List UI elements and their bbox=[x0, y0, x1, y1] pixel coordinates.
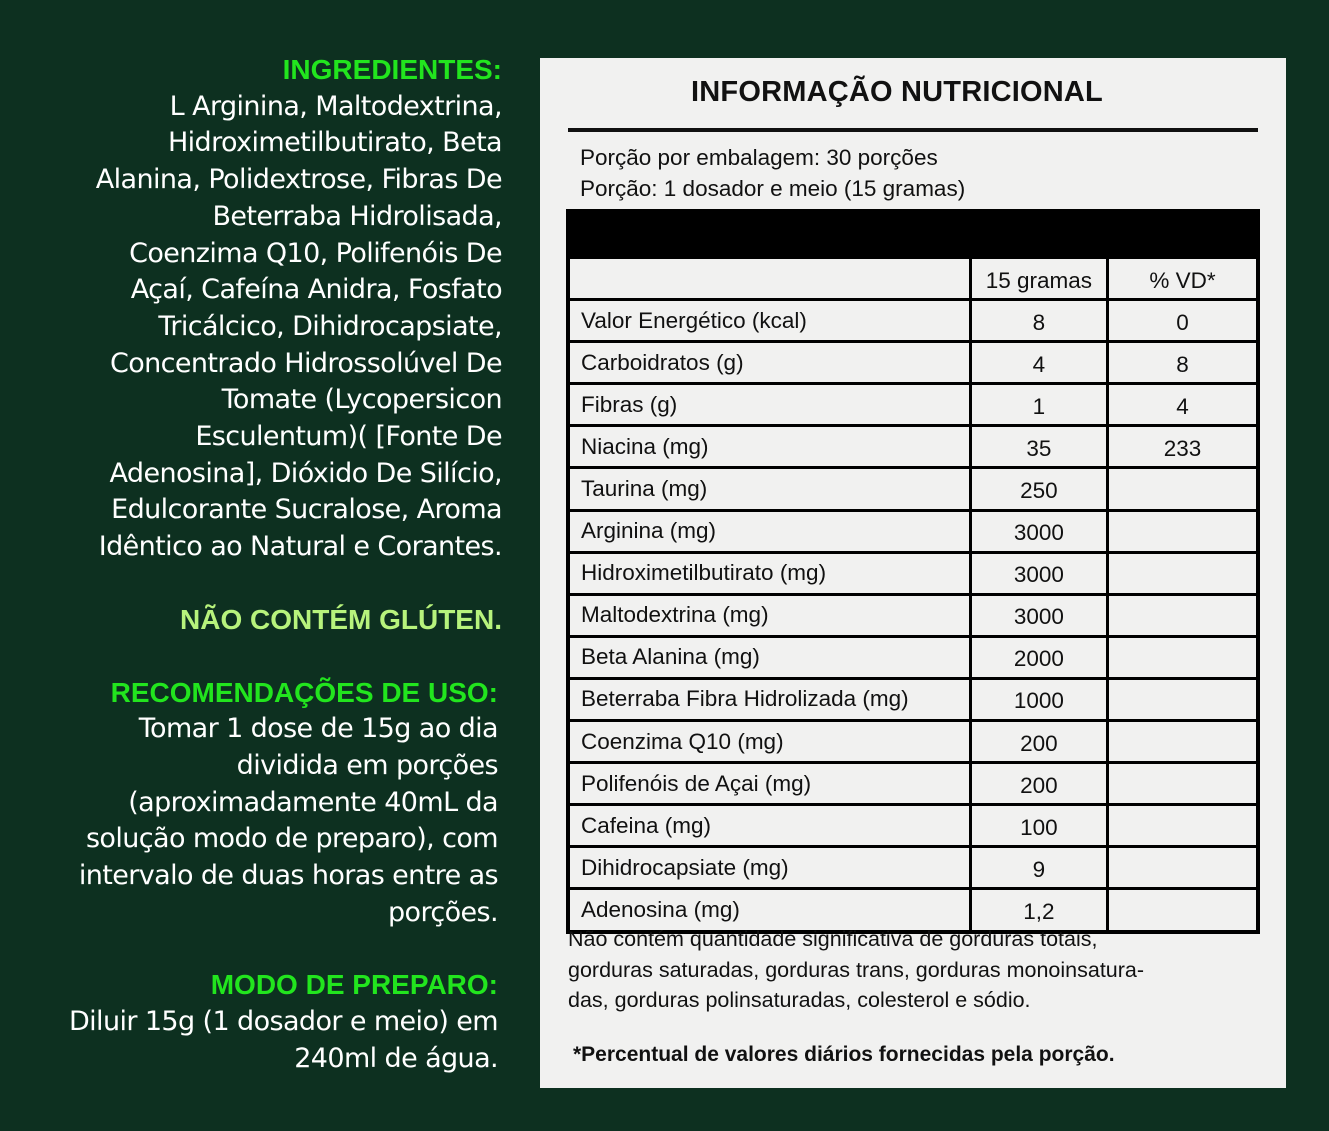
nutrient-vd-cell: 4 bbox=[1108, 384, 1258, 426]
table-row bbox=[568, 636, 1258, 678]
ingredients-line: Idêntico ao Natural e Corantes. bbox=[98, 531, 502, 563]
nutrition-table bbox=[566, 256, 1260, 934]
table-row bbox=[568, 721, 1258, 763]
nutrition-facts-panel bbox=[540, 58, 1286, 1088]
header-cell-vd: % VD* bbox=[1108, 258, 1258, 300]
table-header-bar bbox=[566, 209, 1260, 256]
ingredients-line: Edulcorante Sucralose, Aroma bbox=[111, 494, 502, 526]
recommendations-line: Tomar 1 dose de 15g ao dia bbox=[138, 713, 498, 745]
preparation-section bbox=[40, 967, 498, 1077]
preparation-heading: MODO DE PREPARO: bbox=[210, 969, 498, 1001]
ingredients-list bbox=[40, 89, 502, 566]
nutrient-amount-cell: 4 bbox=[970, 342, 1107, 384]
title-divider bbox=[568, 128, 1258, 132]
nutrient-amount-cell: 200 bbox=[970, 763, 1107, 805]
nutrient-vd-cell bbox=[1108, 594, 1258, 636]
table-row bbox=[568, 552, 1258, 594]
nutrient-amount-cell: 2000 bbox=[970, 636, 1107, 678]
nutrient-name-cell: Taurina (mg) bbox=[568, 468, 970, 510]
ingredients-line: Tricálcico, Dihidrocapsiate, bbox=[158, 310, 502, 342]
table-row bbox=[568, 300, 1258, 342]
ingredients-heading: INGREDIENTES: bbox=[282, 54, 502, 85]
nutrient-amount-cell: 9 bbox=[970, 847, 1107, 889]
nutrient-vd-cell bbox=[1108, 721, 1258, 763]
footnote-line: das, gorduras polinsaturadas, colesterol e sódio. bbox=[568, 988, 1031, 1012]
nutrition-title: INFORMAÇÃO NUTRICIONAL bbox=[691, 76, 1103, 108]
header-cell-amount: 15 gramas bbox=[970, 258, 1107, 300]
nutrient-amount-cell: 3000 bbox=[970, 594, 1107, 636]
nutrient-amount-cell: 1,2 bbox=[970, 889, 1107, 932]
nutrient-vd-cell bbox=[1108, 805, 1258, 847]
nutrient-amount-cell: 3000 bbox=[970, 552, 1107, 594]
nutrient-amount-cell: 1000 bbox=[970, 678, 1107, 720]
nutrient-name-cell: Beta Alanina (mg) bbox=[568, 636, 970, 678]
ingredients-section bbox=[40, 52, 502, 566]
nutrient-vd-cell bbox=[1108, 763, 1258, 805]
table-row bbox=[568, 426, 1258, 468]
recommendations-line: intervalo de duas horas entre as bbox=[78, 860, 498, 892]
nutrient-vd-cell bbox=[1108, 510, 1258, 552]
recommendations-line: porções. bbox=[388, 896, 498, 928]
ingredients-line: L Arginina, Maltodextrina, bbox=[169, 90, 502, 122]
nutrient-vd-cell: 233 bbox=[1108, 426, 1258, 468]
table-header-row bbox=[568, 258, 1258, 300]
nutrient-name-cell: Valor Energético (kcal) bbox=[568, 300, 970, 342]
nutrient-name-cell: Carboidratos (g) bbox=[568, 342, 970, 384]
ingredients-line: Beterraba Hidrolisada, bbox=[212, 200, 502, 232]
recommendations-line: solução modo de preparo), com bbox=[85, 823, 498, 855]
table-row bbox=[568, 384, 1258, 426]
nutrient-name-cell: Polifenóis de Açai (mg) bbox=[568, 763, 970, 805]
nutrient-name-cell: Fibras (g) bbox=[568, 384, 970, 426]
portion-size: Porção: 1 dosador e meio (15 gramas) bbox=[580, 176, 966, 201]
nutrient-name-cell: Arginina (mg) bbox=[568, 510, 970, 552]
nutrient-vd-cell bbox=[1108, 636, 1258, 678]
ingredients-line: Esculentum)( [Fonte De bbox=[195, 421, 502, 453]
nutrient-amount-cell: 100 bbox=[970, 805, 1107, 847]
nutrient-name-cell: Maltodextrina (mg) bbox=[568, 594, 970, 636]
table-row bbox=[568, 847, 1258, 889]
nutrition-footnote bbox=[568, 924, 1258, 1016]
footnote-line: Não contém quantidade significativa de gorduras totais, bbox=[568, 927, 1098, 951]
table-row bbox=[568, 510, 1258, 552]
nutrient-amount-cell: 200 bbox=[970, 721, 1107, 763]
table-row bbox=[568, 594, 1258, 636]
portion-info bbox=[580, 142, 965, 204]
product-info-column bbox=[40, 52, 502, 1078]
ingredients-line: Açaí, Cafeína Anidra, Fosfato bbox=[130, 274, 502, 306]
ingredients-line: Coenzima Q10, Polifenóis De bbox=[129, 237, 502, 269]
nutrient-vd-cell bbox=[1108, 847, 1258, 889]
nutrient-amount-cell: 1 bbox=[970, 384, 1107, 426]
nutrient-amount-cell: 35 bbox=[970, 426, 1107, 468]
portions-per-package: Porção por embalagem: 30 porções bbox=[580, 145, 938, 170]
preparation-line: 240ml de água. bbox=[294, 1042, 498, 1074]
footnote-line: gorduras saturadas, gorduras trans, gorduras monoinsatura- bbox=[568, 957, 1145, 982]
preparation-line: Diluir 15g (1 dosador e meio) em bbox=[68, 1006, 498, 1038]
nutrient-vd-cell bbox=[1108, 468, 1258, 510]
ingredients-line: Hidroximetilbutirato, Beta bbox=[167, 127, 502, 159]
table-row bbox=[568, 763, 1258, 805]
recommendations-section bbox=[40, 675, 498, 932]
nutrient-vd-cell: 8 bbox=[1108, 342, 1258, 384]
nutrient-name-cell: Coenzima Q10 (mg) bbox=[568, 721, 970, 763]
ingredients-line: Alanina, Polidextrose, Fibras De bbox=[95, 164, 502, 196]
nutrient-name-cell: Adenosina (mg) bbox=[568, 889, 970, 932]
nutrient-amount-cell: 250 bbox=[970, 468, 1107, 510]
recommendations-line: (aproximadamente 40mL da bbox=[128, 786, 498, 818]
table-row bbox=[568, 468, 1258, 510]
nutrient-name-cell: Cafeina (mg) bbox=[568, 805, 970, 847]
nutrient-vd-cell: 0 bbox=[1108, 300, 1258, 342]
ingredients-line: Tomate (Lycopersicon bbox=[221, 384, 502, 416]
nutrient-name-cell: Hidroximetilbutirato (mg) bbox=[568, 552, 970, 594]
nutrient-amount-cell: 3000 bbox=[970, 510, 1107, 552]
recommendations-line: dividida em porções bbox=[236, 749, 498, 781]
header-cell-nutrient bbox=[568, 258, 970, 300]
gluten-free-notice: NÃO CONTÉM GLÚTEN. bbox=[180, 603, 502, 635]
nutrient-amount-cell: 8 bbox=[970, 300, 1107, 342]
nutrient-vd-cell bbox=[1108, 678, 1258, 720]
nutrient-vd-cell bbox=[1108, 552, 1258, 594]
ingredients-line: Concentrado Hidrossolúvel De bbox=[109, 347, 502, 379]
recommendations-heading: RECOMENDAÇÕES DE USO: bbox=[110, 676, 498, 708]
nutrient-name-cell: Beterraba Fibra Hidrolizada (mg) bbox=[568, 678, 970, 720]
ingredients-line: Adenosina], Dióxido De Silício, bbox=[109, 457, 502, 489]
daily-value-note: *Percentual de valores diários fornecidas pela porção. bbox=[573, 1043, 1115, 1066]
nutrient-name-cell: Niacina (mg) bbox=[568, 426, 970, 468]
table-row bbox=[568, 805, 1258, 847]
table-row bbox=[568, 342, 1258, 384]
table-row bbox=[568, 678, 1258, 720]
nutrient-name-cell: Dihidrocapsiate (mg) bbox=[568, 847, 970, 889]
nutrition-table-wrapper bbox=[566, 209, 1260, 934]
